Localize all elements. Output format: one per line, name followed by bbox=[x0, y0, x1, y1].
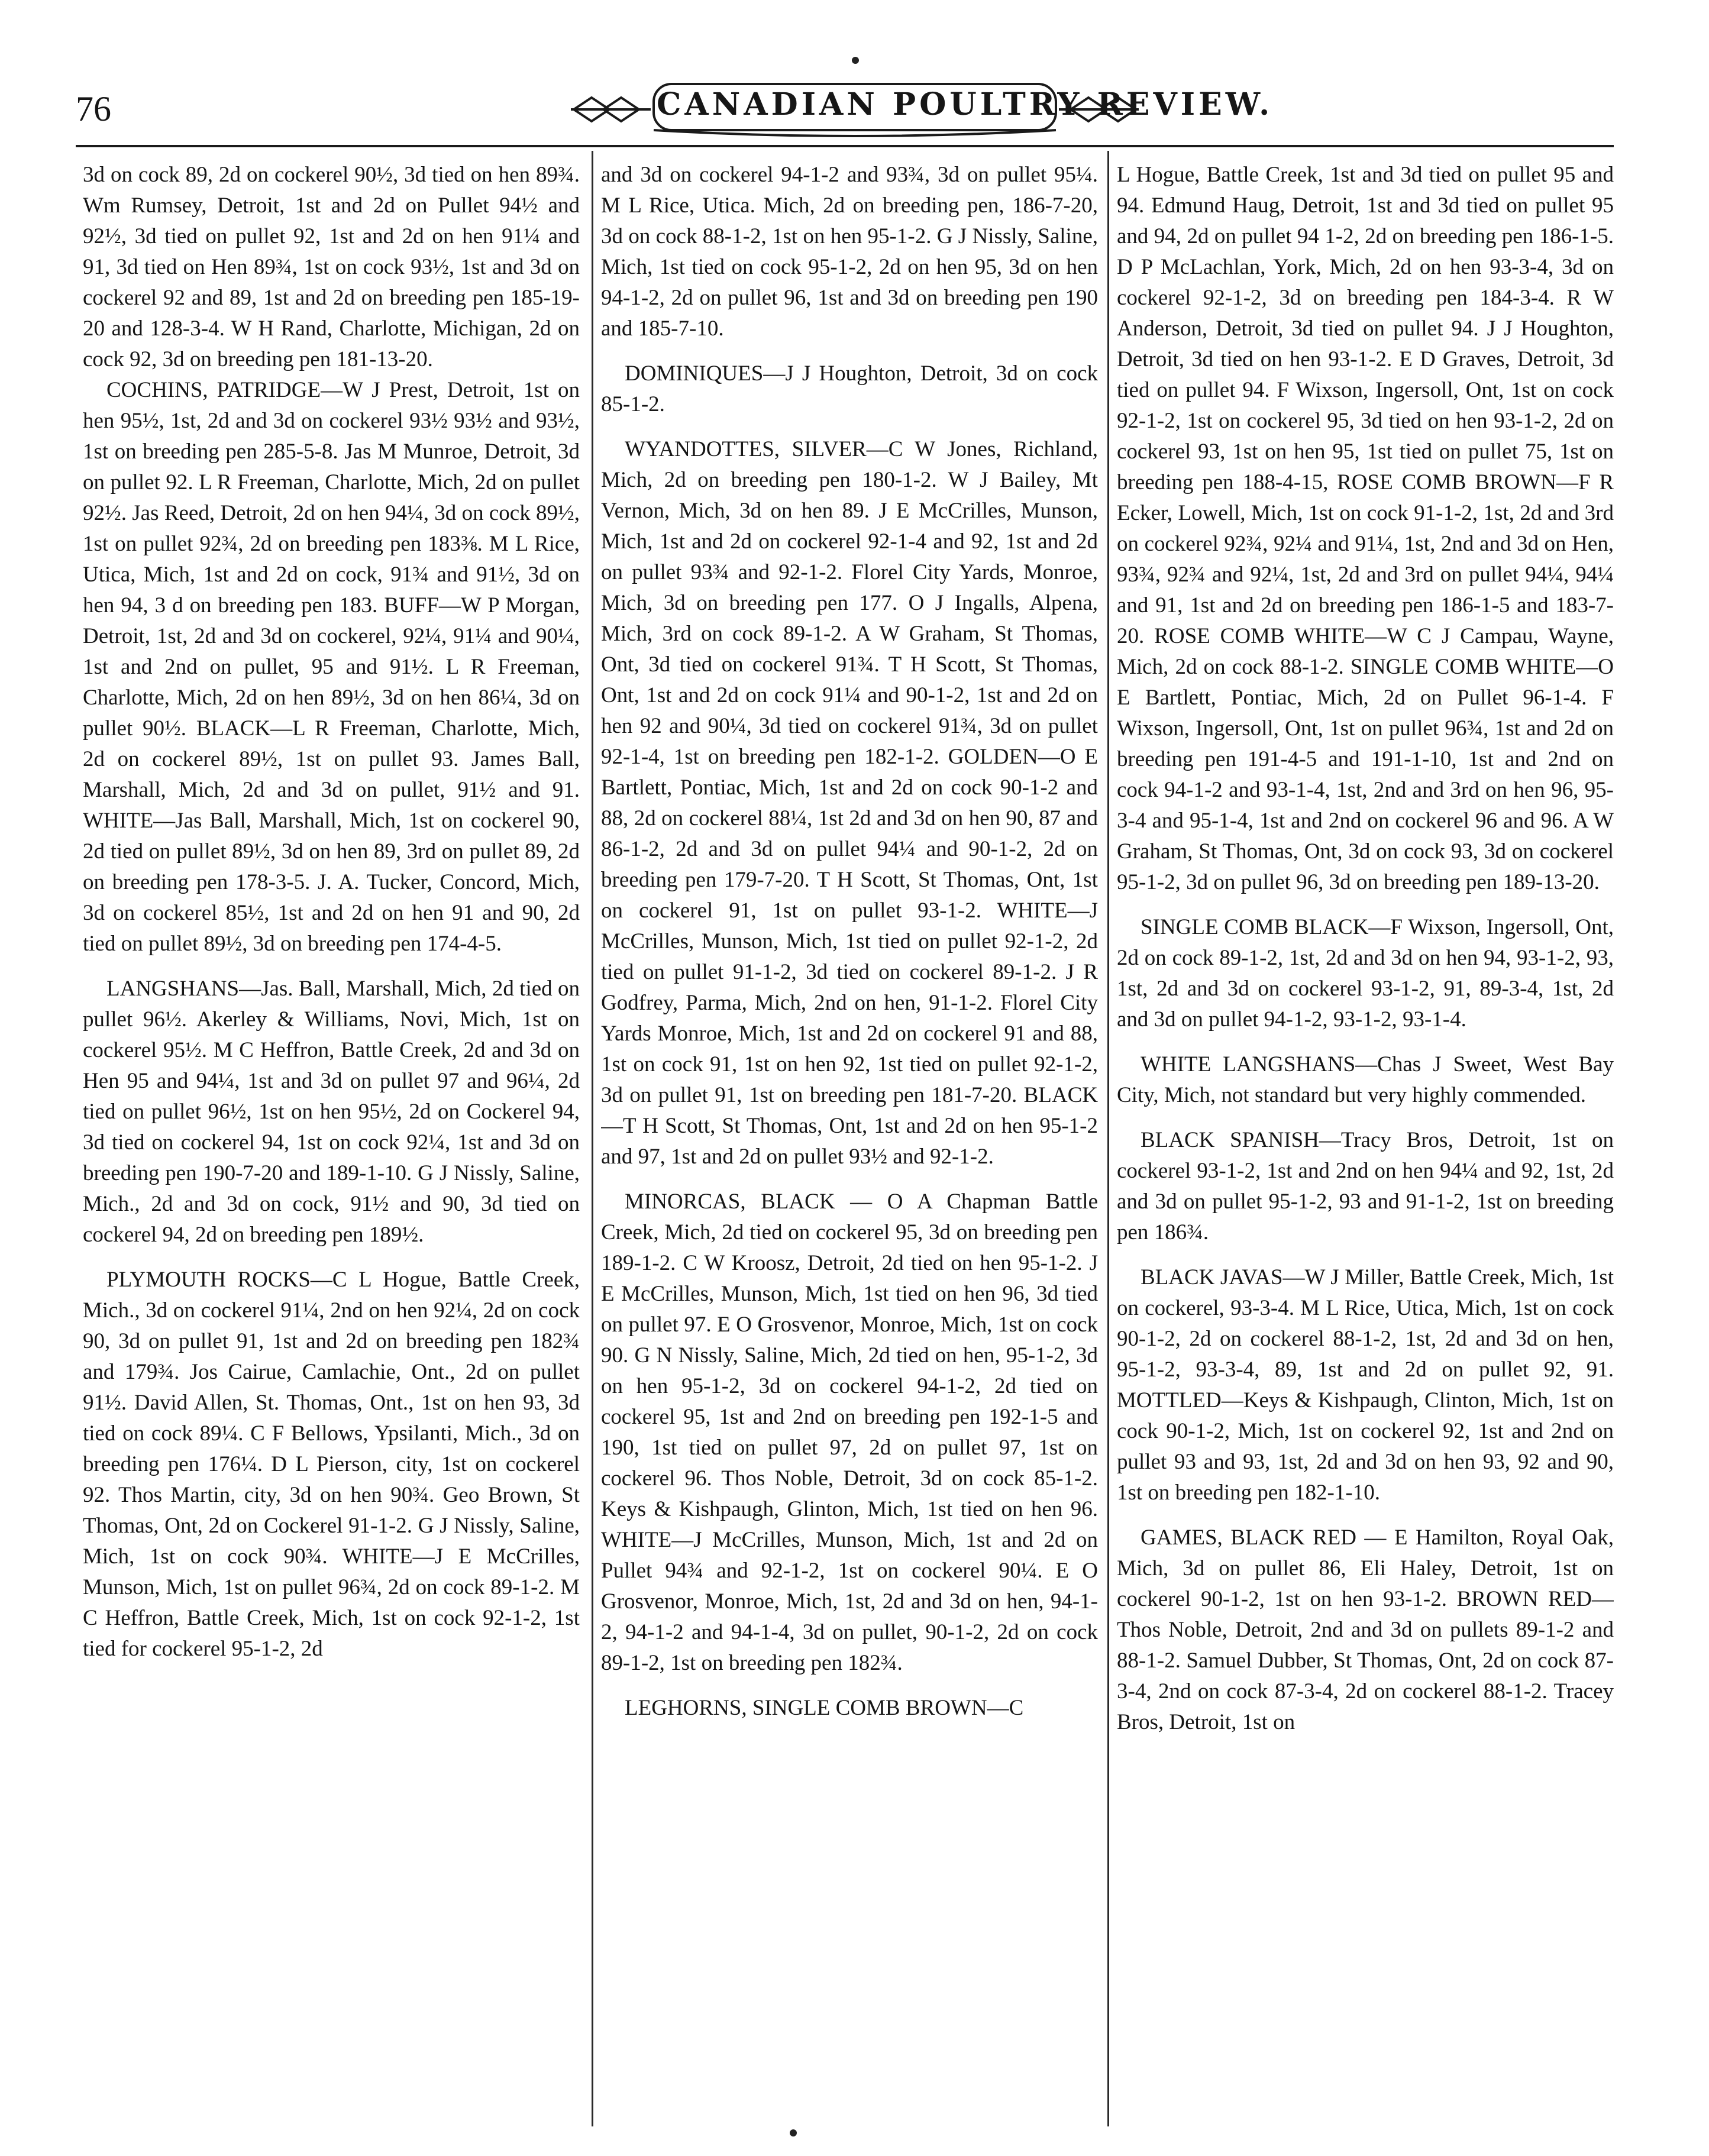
paragraph: and 3d on cockerel 94-1-2 and 93¾, 3d on pullet 95¼. M L Rice, Utica. Mich, 2d on breeding pen, 186-7-20, 3d on cock 88-1-2, 1st on hen 95-1-2. G J Nissly, Saline, Mich, 1st tied on cock 95-1-2, 2d on hen 95, 3d on hen 94-1-2, 2d on pullet 96, 1st and 3d on breeding pen 190 and 185-7-10. bbox=[601, 163, 1098, 341]
paragraph: WYANDOTTES, SILVER—C W Jones, Richland, Mich, 2d on breeding pen 180-1-2. W J Bailey, Mt Vernon, Mich, 3d on hen 89. J E McCrilles, Munson, Mich, 1st and 2d on cockerel 92-1-4 and 92, 1st and 2d on pullet 93¾ and 92-1-2. Florel City Yards, Monroe, Mich, 3d on breeding pen 177. O J Ingalls, Alpena, Mich, 3rd on cock 89-1-2. A W Graham, St Thomas, Ont, 3d tied on cockerel 91¾. T H Scott, St Thomas, Ont, 1st and 2d on cock 91¼ and 90-1-2, 1st and 2d on hen 92 and 90¼, 3d tied on cockerel 91¾, 3d on pullet 92-1-4, 1st on breeding pen 182-1-2. GOLDEN—O E Bartlett, Pontiac, Mich, 1st and 2d on cock 90-1-2 and 88, 2d on cockerel 88¼, 1st 2d and 3d on hen 90, 87 and 86-1-2, 2d and 3d on pullet 94¼ and 90-1-2, 2d on breeding pen 179-7-20. T H Scott, St Thomas, Ont, 1st on cockerel 91, 1st on pullet 93-1-2. WHITE—J McCrilles, Munson, Mich, 1st tied on pullet 92-1-2, 2d tied on pullet 91-1-2, 3d tied on cockerel 89-1-2. J R Godfrey, Parma, Mich, 2nd on hen, 91-1-2. Florel City Yards Monroe, Mich, 1st and 2d on cockerel 91 and 88, 1st on cock 91, 1st on hen 92, 1st tied on pullet 92-1-2, 3d on pullet 91, 1st on breeding pen 181-7-20. BLACK—T H Scott, St Thomas, Ont, 1st and 2d on hen 95-1-2 and 97, 1st and 2d on pullet 93½ and 92-1-2. bbox=[601, 437, 1098, 1169]
print-speck-icon bbox=[852, 57, 859, 64]
paragraph: LEGHORNS, SINGLE COMB BROWN—C bbox=[625, 1696, 1024, 1720]
column-divider bbox=[592, 151, 593, 2126]
paragraph: L Hogue, Battle Creek, 1st and 3d tied on pullet 95 and 94. Edmund Haug, Detroit, 1st and 3d tied on pullet 95 and 94, 2d on pullet 94 1-2, 2d on breeding pen 186-1-5. D P McLachlan, York, Mich, 2d on hen 93-3-4, 3d on cockerel 92-1-2, 3d on breeding pen 184-3-4. R W Anderson, Detroit, 3d tied on pullet 94. J J Houghton, Detroit, 3d tied on hen 93-1-2. E D Graves, Detroit, 3d tied on pullet 94. F Wixson, Ingersoll, Ont, 1st on cock 92-1-2, 1st on cockerel 95, 3d tied on hen 93-1-2, 2d on cockerel 93, 1st on hen 95, 1st tied on pullet 75, 1st on breeding pen 188-4-15, ROSE COMB BROWN—F R Ecker, Lowell, Mich, 1st on cock 91-1-2, 1st, 2d and 3rd on cockerel 92¾, 92¼ and 91¼, 1st, 2nd and 3d on Hen, 93¾, 92¾ and 92¼, 1st, 2d and 3rd on pullet 94¼, 94¼ and 91, 1st and 2d on breeding pen 186-1-5 and 183-7-20. ROSE COMB WHITE—W C J Campau, Wayne, Mich, 2d on cock 88-1-2. SINGLE COMB WHITE—O E Bartlett, Pontiac, Mich, 2d on Pullet 96-1-4. F Wixson, Ingersoll, Ont, 1st on pullet 96¾, 1st and 2d on breeding pen 191-4-5 and 191-1-10, 1st and 2nd on cock 94-1-2 and 93-1-4, 1st, 2nd and 3rd on hen 96, 95-3-4 and 95-1-4, 1st and 2nd on cockerel 96 and 96. A W Graham, St Thomas, Ont, 3d on cock 93, 3d on cockerel 95-1-2, 3d on pullet 96, 3d on breeding pen 189-13-20. bbox=[1117, 163, 1614, 894]
print-speck-icon bbox=[790, 2129, 797, 2136]
paragraph: SINGLE COMB BLACK—F Wixson, Ingersoll, Ont, 2d on cock 89-1-2, 1st, 2d and 3d on hen 94, 93-1-2, 93, 1st, 2d and 3d on cockerel 93-1-2, 91, 89-3-4, 1st, 2d and 3d on pullet 94-1-2, 93-1-2, 93-1-4. bbox=[1117, 915, 1614, 1032]
paragraph: LANGSHANS—Jas. Ball, Marshall, Mich, 2d tied on pullet 96½. Akerley & Williams, Novi, Mich, 1st on cockerel 95½. M C Heffron, Battle Creek, 2d and 3d on Hen 95 and 94¼, 1st and 3d on pullet 97 and 96¼, 2d tied on pullet 96½, 1st on hen 95½, 2d on Cockerel 94, 3d tied on cockerel 94, 1st on cock 92¼, 1st and 3d on breeding pen 190-7-20 and 189-1-10. G J Nissly, Saline, Mich., 2d and 3d on cock, 91½ and 90, 3d tied on cockerel 94, 2d on breeding pen 189½. bbox=[83, 977, 580, 1247]
paragraph: BLACK SPANISH—Tracy Bros, Detroit, 1st on cockerel 93-1-2, 1st and 2nd on hen 94¼ and 92, 1st, 2d and 3d on pullet 95-1-2, 93 and 91-1-2, 1st on breeding pen 186¾. bbox=[1117, 1128, 1614, 1245]
column-divider bbox=[1107, 151, 1109, 2126]
paragraph: BLACK JAVAS—W J Miller, Battle Creek, Mich, 1st on cockerel, 93-3-4. M L Rice, Utica, Mich, 1st on cock 90-1-2, 2d on cockerel 88-1-2, 1st, 2d and 3d on hen, 95-1-2, 93-3-4, 89, 1st and 2d on pullet 92, 91. MOTTLED—Keys & Kishpaugh, Clinton, Mich, 1st on cock 90-1-2, Mich, 1st on cockerel 92, 1st and 2nd on pullet 93 and 93, 1st, 2d and 3d on hen 93, 92 and 90, 1st on breeding pen 182-1-10. bbox=[1117, 1265, 1614, 1505]
paragraph: DOMINIQUES—J J Houghton, Detroit, 3d on cock 85-1-2. bbox=[601, 361, 1098, 416]
paragraph: GAMES, BLACK RED — E Hamilton, Royal Oak, Mich, 3d on pullet 86, Eli Haley, Detroit, 1st on cockerel 90-1-2, 1st on hen 93-1-2. BROWN RED—Thos Noble, Detroit, 2nd and 3d on pullets 89-1-2 and 88-1-2. Samuel Dubber, St Thomas, Ont, 2d on cock 87-3-4, 2nd on cock 87-3-4, 2d on cockerel 88-1-2. Tracey Bros, Detroit, 1st on bbox=[1117, 1525, 1614, 1734]
paragraph: 3d on cock 89, 2d on cockerel 90½, 3d tied on hen 89¾. Wm Rumsey, Detroit, 1st and 2d on Pullet 94½ and 92½, 3d tied on pullet 92, 1st and 2d on hen 91¼ and 91, 3d tied on Hen 89¾, 1st on cock 93½, 1st and 3d on cockerel 92 and 89, 1st and 2d on breeding pen 185-19-20 and 128-3-4. W H Rand, Charlotte, Michigan, 2d on cock 92, 3d on breeding pen 181-13-20. bbox=[83, 163, 580, 371]
column-2 bbox=[601, 160, 1098, 2123]
paragraph: PLYMOUTH ROCKS—C L Hogue, Battle Creek, Mich., 3d on cockerel 91¼, 2nd on hen 92¼, 2d on cock 90, 3d on pullet 91, 1st and 2d on breeding pen 182¾ and 179¾. Jos Cairue, Camlachie, Ont., 2d on pullet 91½. David Allen, St. Thomas, Ont., 1st on hen 93, 3d tied on cock 89¼. C F Bellows, Ypsilanti, Mich., 3d on breeding pen 176¼. D L Pierson, city, 1st on cockerel 92. Thos Martin, city, 3d on hen 90¾. Geo Brown, St Thomas, Ont, 2d on Cockerel 91-1-2. G J Nissly, Saline, Mich, 1st on cock 90¾. WHITE—J E McCrilles, Munson, Mich, 1st on pullet 96¾, 2d on cock 89-1-2. M C Heffron, Battle Creek, Mich, 1st on cock 92-1-2, 1st tied for cockerel 95-1-2, 2d bbox=[83, 1268, 580, 1661]
paragraph: WHITE LANGSHANS—Chas J Sweet, West Bay City, Mich, not standard but very highly commended. bbox=[1117, 1052, 1614, 1107]
header-rule bbox=[76, 145, 1614, 147]
column-3 bbox=[1117, 160, 1614, 2123]
masthead-title: CANADIAN POULTRY REVIEW. bbox=[657, 86, 1274, 122]
column-1 bbox=[83, 160, 580, 2123]
masthead bbox=[568, 77, 1274, 142]
paragraph: COCHINS, PATRIDGE—W J Prest, Detroit, 1st on hen 95½, 1st, 2d and 3d on cockerel 93½ 93½ and 93½, 1st on breeding pen 285-5-8. Jas M Munroe, Detroit, 3d on pullet 92. L R Freeman, Charlotte, Mich, 2d on pullet 92½. Jas Reed, Detroit, 2d on hen 94¼, 3d on cock 89½, 1st on pullet 92¾, 2d on breeding pen 183⅜. M L Rice, Utica, Mich, 1st and 2d on cock, 91¾ and 91½, 3d on hen 94, 3 d on breeding pen 183. BUFF—W P Morgan, Detroit, 1st, 2d and 3d on cockerel, 92¼, 91¼ and 90¼, 1st and 2nd on pullet, 95 and 91½. L R Freeman, Charlotte, Mich, 2d on hen 89½, 3d on hen 86¼, 3d on pullet 90½. BLACK—L R Freeman, Charlotte, Mich, 2d on cockerel 89½, 1st on pullet 93. James Ball, Marshall, Mich, 2d and 3d on pullet, 91½ and 91. WHITE—Jas Ball, Marshall, Mich, 1st on cockerel 90, 2d tied on pullet 89½, 3d on hen 89, 3rd on pullet 89, 2d on breeding pen 178-3-5. J. A. Tucker, Concord, Mich, 3d on cockerel 85½, 1st and 2d on hen 91 and 90, 2d tied on pullet 89½, 3d on breeding pen 174-4-5. bbox=[83, 378, 580, 956]
paragraph: MINORCAS, BLACK — O A Chapman Battle Creek, Mich, 2d tied on cockerel 95, 3d on breeding pen 189-1-2. C W Kroosz, Detroit, 2d tied on hen 95-1-2. J E McCrilles, Munson, Mich, 1st tied on hen 96, 3d tied on pullet 97. E O Grosvenor, Monroe, Mich, 1st on cock 90. G N Nissly, Saline, Mich, 2d tied on hen, 95-1-2, 3d on hen 95-1-2, 3d on cockerel 94-1-2, 2d tied on cockerel 95, 1st and 2nd on breeding pen 192-1-5 and 190, 1st tied on pullet 97, 2d on pullet 97, 1st on cockerel 96. Thos Noble, Detroit, 3d on cock 85-1-2. Keys & Kishpaugh, Glinton, Mich, 1st tied on hen 96. WHITE—J McCrilles, Munson, Mich, 1st and 2d on Pullet 94¾ and 92-1-2, 1st on cockerel 90¼. E O Grosvenor, Monroe, Mich, 1st, 2d and 3d on hen, 94-1-2, 94-1-2 and 94-1-4, 3d on pullet, 90-1-2, 2d on cock 89-1-2, 1st on breeding pen 182¾. bbox=[601, 1189, 1098, 1675]
page-number: 76 bbox=[76, 89, 111, 128]
